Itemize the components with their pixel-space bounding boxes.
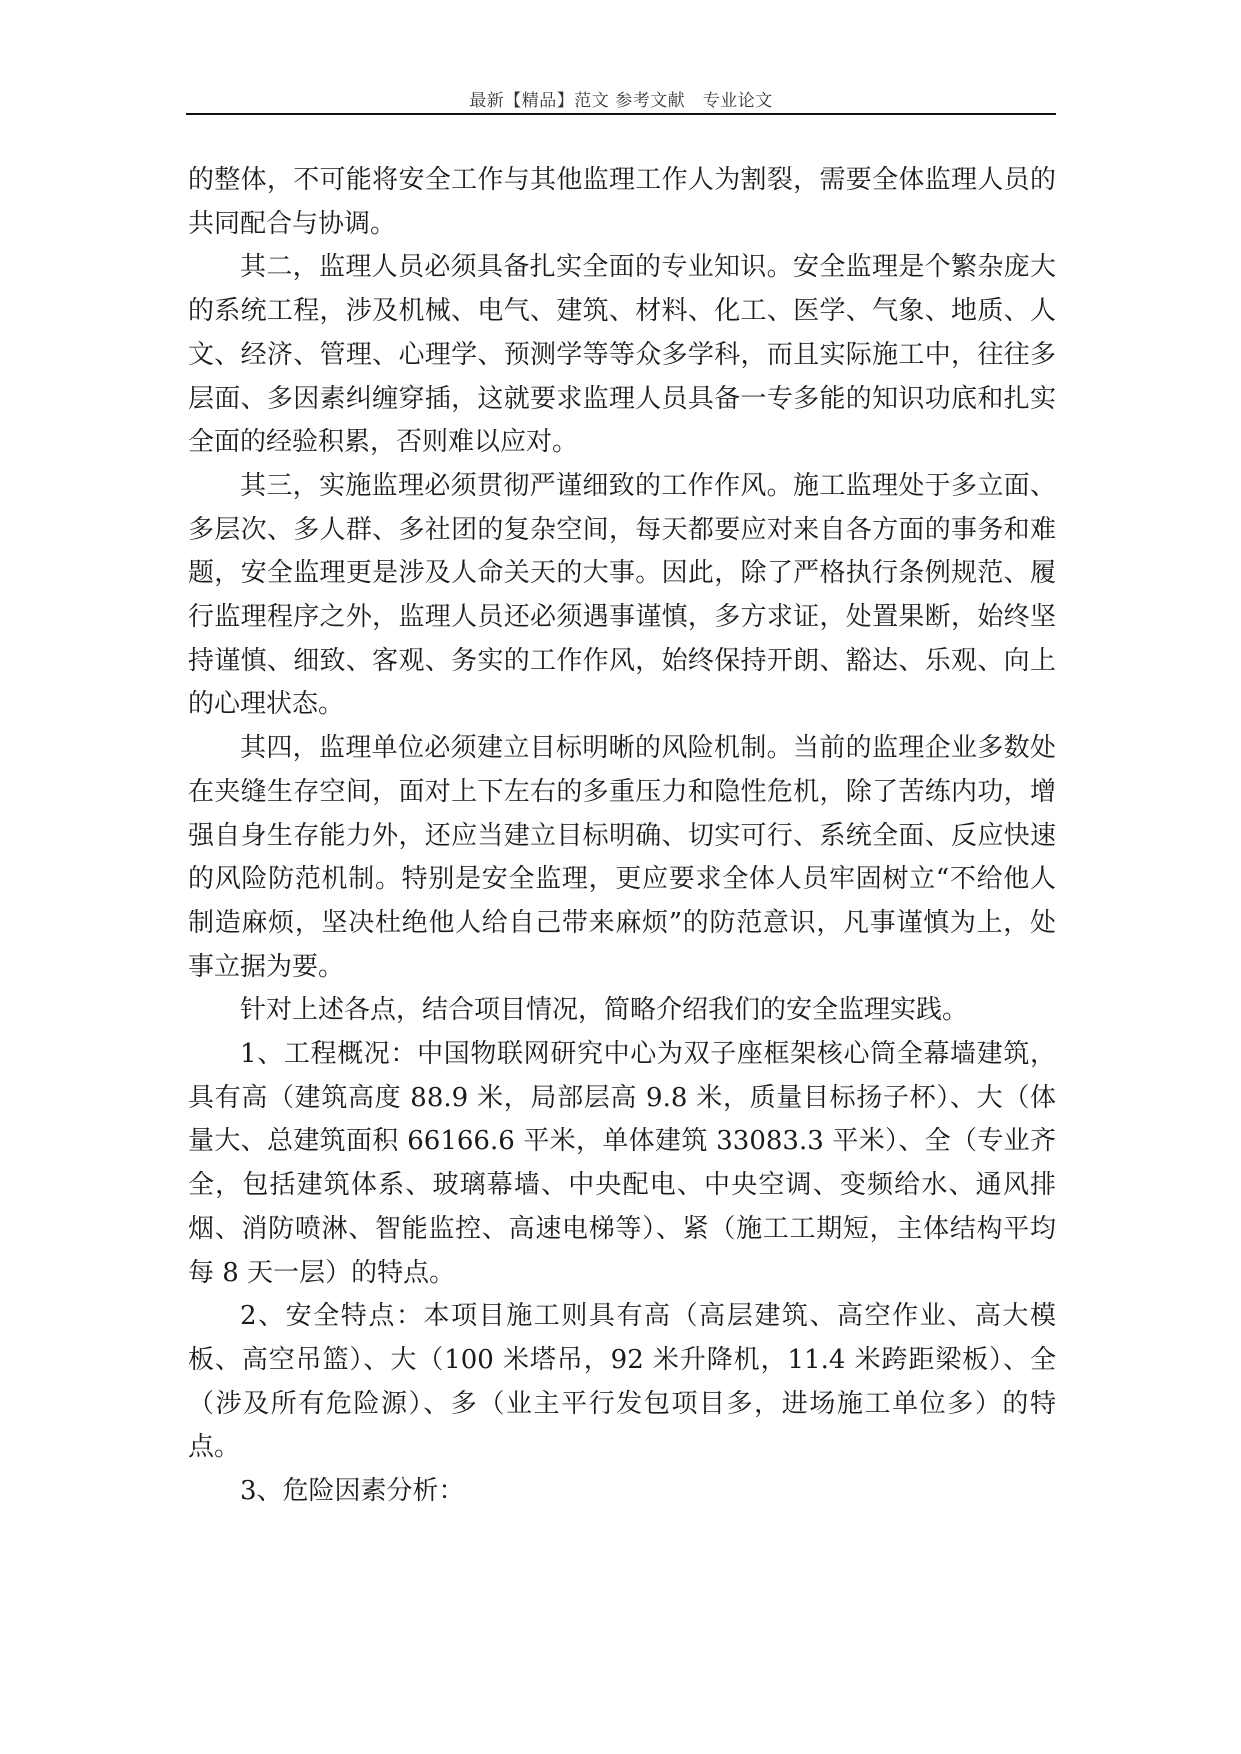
paragraph-point-four: 其四，监理单位必须建立目标明晰的风险机制。当前的监理企业多数处在夹缝生存空间，面对上下左右的多重压力和隐性危机，除了苦练内功，增强自身生存能力外，还应当建立目标明确、切实可行、系统全面、反应快速的风险防范机制。特别是安全监理，更应要求全体人员牢固树立“不给他人制造麻烦，坚决杜绝他人给自己带来麻烦”的防范意识，凡事谨慎为上，处事立据为要。 (188, 733, 1056, 982)
paragraph-hazard-analysis: 3、危险因素分析： (240, 1476, 465, 1507)
page-header: 最新【精品】范文 参考文献 专业论文 (469, 91, 773, 111)
paragraph-continuation: 的整体，不可能将安全工作与其他监理工作人为割裂，需要全体监理人员的共同配合与协调。 (188, 165, 1056, 239)
header-divider (186, 113, 1056, 115)
paragraph-point-two: 其二，监理人员必须具备扎实全面的专业知识。安全监理是个繁杂庞大的系统工程，涉及机械、电气、建筑、材料、化工、医学、气象、地质、人文、经济、管理、心理学、预测学等等众多学科，而且实际施工中，往往多层面、多因素纠缠穿插，这就要求监理人员具备一专多能的知识功底和扎实全面的经验积累，否则难以应对。 (188, 252, 1056, 458)
paragraph-point-three: 其三，实施监理必须贯彻严谨细致的工作作风。施工监理处于多立面、多层次、多人群、多社团的复杂空间，每天都要应对来自各方面的事务和难题，安全监理更是涉及人命关天的大事。因此，除了严格执行条例规范、履行监理程序之外，监理人员还必须遇事谨慎，多方求证，处置果断，始终坚持谨慎、细致、客观、务实的工作作风，始终保持开朗、豁达、乐观、向上的心理状态。 (188, 470, 1056, 720)
paragraph-project-overview: 1、工程概况：中国物联网研究中心为双子座框架核心筒全幕墙建筑，具有高（建筑高度 88.9 米，局部层高 9.8 米，质量目标扬子杯）、大（体量大、总建筑面积 66166.6 平米，单体建筑 33083.3 平米）、全（专业齐全，包括建筑体系、玻璃幕墙、中央配电、中央空调、变频给水、通风排烟、消防喷淋、智能监控、高速电梯等）、紧（施工工期短，主体结构平均每 8 天一层）的特点。 (188, 1039, 1056, 1288)
document-body (188, 159, 1056, 1514)
paragraph-intro-practice: 针对上述各点，结合项目情况，简略介绍我们的安全监理实践。 (240, 995, 969, 1026)
paragraph-safety-features: 2、安全特点：本项目施工则具有高（高层建筑、高空作业、高大模板、高空吊篮）、大（100 米塔吊，92 米升降机，11.4 米跨距梁板）、全（涉及所有危险源）、多（业主平行发包项目多，进场施工单位多）的特点。 (188, 1301, 1056, 1463)
